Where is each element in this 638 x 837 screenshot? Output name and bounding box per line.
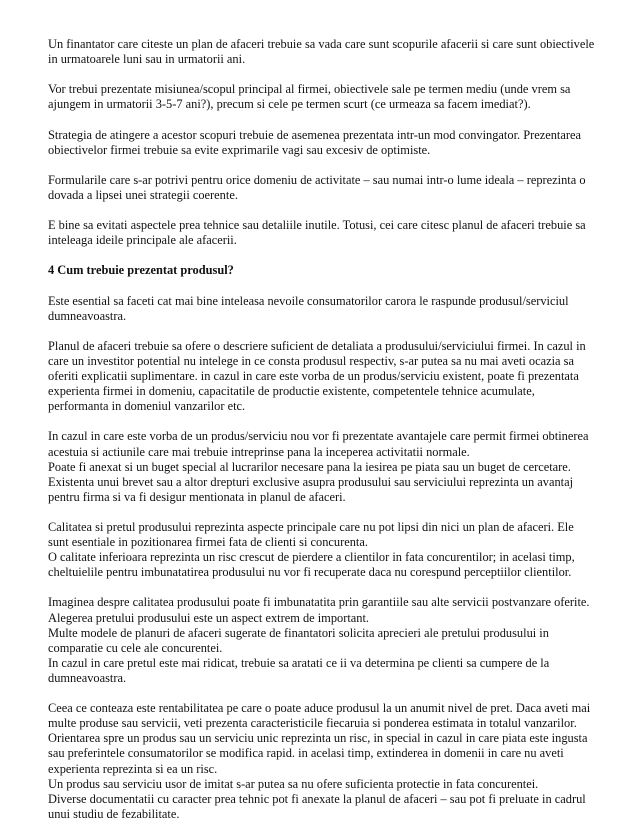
paragraph-line: Formularile care s-ar potrivi pentru orice domeniu de activitate – sau numai intr-o lume ideala – reprezinta o dovada a lipsei unei strategii coerente. bbox=[48, 172, 586, 202]
paragraph-line: Un finantator care citeste un plan de afaceri trebuie sa vada care sunt scopurile afacerii si care sunt obiectivele in urmatoarele luni sau in urmatorii ani. bbox=[48, 37, 595, 67]
paragraph-line: In cazul in care pretul este mai ridicat, trebuie sa aratati ce ii va determina pe clienti sa cumpere de la dumneavoastra. bbox=[48, 655, 550, 685]
document-page bbox=[48, 37, 596, 837]
paragraph-line: Planul de afaceri trebuie sa ofere o descriere suficient de detaliata a produsului/serviciului firmei. In cazul in care un investitor potential nu intelege in ce consta produsul respectiv, s-ar putea sa nu mai aveti ocazia sa oferiti explicatii suplimentare. in cazul in care este vorba de un produs/serviciu existent, poate fi prezentata experienta firmei in domeniu, capacitatile de productie existente, competentele tehnice acumulate, performanta in domeniul vanzarilor etc. bbox=[48, 338, 586, 414]
paragraph-line: Diverse documentatii cu caracter prea tehnic pot fi anexate la planul de afaceri – sau pot fi preluate in cadrul unui studiu de fezabilitate. bbox=[48, 791, 586, 821]
paragraph-formulations bbox=[48, 173, 596, 203]
paragraph-line: Orientarea spre un produs sau un serviciu unic reprezinta un risc, in special in cazul in care piata este ingusta sau preferintele consumatorilor se modifica rapid. in acelasi timp, extinderea in domenii in care nu aveti experienta reprezinta si ea un risc. bbox=[48, 731, 588, 776]
paragraph-mission bbox=[48, 82, 596, 112]
paragraph-line: In cazul in care este vorba de un produs/serviciu nou vor fi prezentate avantajele care permit firmei obtinerea acestuia si actiunile care mai trebuie intreprinse pana la inceperea activitatii normale. bbox=[48, 429, 589, 459]
paragraph-line: Strategia de atingere a acestor scopuri trebuie de asemenea prezentata intr-un mod convingator. Prezentarea obiectivelor firmei trebuie sa evite exprimarile vagi sau excesiv de optimiste. bbox=[48, 127, 581, 157]
paragraph-line: Existenta unui brevet sau a altor drepturi exclusive asupra produsului sau serviciului reprezinta un avantaj pentru firma si va fi desigur mentionata in planul de afaceri. bbox=[48, 474, 574, 504]
paragraph-product-description bbox=[48, 339, 596, 414]
paragraph-line: Imaginea despre calitatea produsului poate fi imbunatatita prin garantiile sau alte servicii postvanzare oferite. bbox=[48, 595, 590, 610]
paragraph-line: Poate fi anexat si un buget special al lucrarilor necesare pana la iesirea pe piata sau un buget de cercetare. bbox=[48, 459, 571, 474]
paragraph-business-goals bbox=[48, 37, 596, 67]
paragraph-line: Alegerea pretului produsului este un aspect extrem de important. bbox=[48, 610, 370, 625]
paragraph-line: Un produs sau serviciu usor de imitat s-ar putea sa nu ofere suficienta protectie in fata concurentei. bbox=[48, 776, 539, 791]
paragraph-line: Este esential sa faceti cat mai bine inteleasa nevoile consumatorilor carora le raspunde produsul/serviciul dumneavoastra. bbox=[48, 293, 569, 323]
paragraph-strategy bbox=[48, 128, 596, 158]
paragraph-new-product bbox=[48, 429, 596, 504]
paragraph-technical-aspects bbox=[48, 218, 596, 248]
paragraph-profitability bbox=[48, 701, 596, 822]
paragraph-quality-image bbox=[48, 595, 596, 686]
paragraph-line: Calitatea si pretul produsului reprezinta aspecte principale care nu pot lipsi din nici un plan de afaceri. Ele sunt esentiale in pozitionarea firmei fata de clienti si concurenta. bbox=[48, 520, 574, 550]
paragraph-line: Vor trebui prezentate misiunea/scopul principal al firmei, obiectivele sale pe termen mediu (unde vrem sa ajungem in urmatorii 3-5-7 ani?), precum si cele pe termen scurt (ce urmeaza sa facem imediat?). bbox=[48, 82, 571, 112]
paragraph-consumer-needs bbox=[48, 294, 596, 324]
section-heading: 4 Cum trebuie prezentat produsul? bbox=[48, 263, 234, 278]
paragraph-line: Multe modele de planuri de afaceri sugerate de finantatori solicita aprecieri ale pretului produsului in comparatie cu cele ale concurentei. bbox=[48, 625, 549, 655]
paragraph-line: Ceea ce conteaza este rentabilitatea pe care o poate aduce produsul la un anumit nivel de pret. Daca aveti mai multe produse sau servicii, veti prezenta caracteristicile fiecaruia si ponderea estimata in totalul vanzarilor. bbox=[48, 701, 591, 731]
paragraph-line: E bine sa evitati aspectele prea tehnice sau detaliile inutile. Totusi, cei care citesc planul de afaceri trebuie sa inteleaga ideile principale ale afacerii. bbox=[48, 218, 586, 248]
paragraph-line: O calitate inferioara reprezinta un risc crescut de pierdere a clientilor in fata concurentilor; in acelasi timp, cheltuielile pentru imbunatatirea produsului nu vor fi recuperate daca nu corespund perceptiilor clientilor. bbox=[48, 550, 575, 580]
paragraph-quality-price bbox=[48, 520, 596, 580]
